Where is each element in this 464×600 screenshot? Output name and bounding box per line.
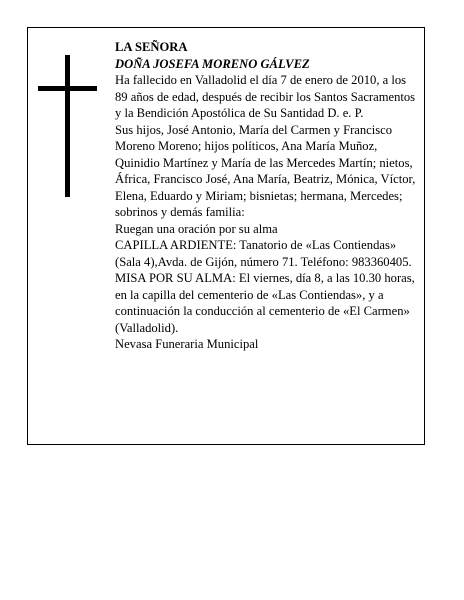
deceased-title: LA SEÑORA — [115, 40, 188, 54]
prayer-request: Ruegan una oración por su alma — [115, 221, 278, 236]
obituary-notice — [27, 27, 425, 445]
deceased-name: DOÑA JOSEFA MORENO GÁLVEZ — [115, 56, 310, 71]
obituary-text — [115, 39, 420, 353]
cross-horizontal-bar — [38, 86, 97, 91]
funeral-home: Nevasa Funeraria Municipal — [115, 337, 259, 351]
mass-info: MISA POR SU ALMA: El viernes, día 8, a las 10.30 horas, en la capilla del cementerio de «Las Contiendas», y a continuación la conducción al cementerio de «El Carmen» (Valladolid). — [115, 271, 415, 335]
chapel-info: CAPILLA ARDIENTE: Tanatorio de «Las Contiendas» (Sala 4),Avda. de Gijón, número 71. Teléfono: 983360405. — [115, 238, 412, 269]
death-announcement: Ha fallecido en Valladolid el día 7 de enero de 2010, a los 89 años de edad, después de recibir los Santos Sacramentos y la Bendición Apostólica de Su Santidad D. e. P. — [115, 73, 416, 120]
cross-vertical-bar — [65, 55, 70, 197]
family-members: Sus hijos, José Antonio, María del Carmen y Francisco Moreno Moreno; hijos políticos, Ana María Muñoz, Quinidio Martínez y María de las Mercedes Martín; nietos, África, Francisco José, Ana María, Beatriz, Mónica, Víctor, Elena, Eduardo y Miriam; bisnietas; hermana, Mercedes; sobrinos y demás familia: — [115, 122, 416, 219]
